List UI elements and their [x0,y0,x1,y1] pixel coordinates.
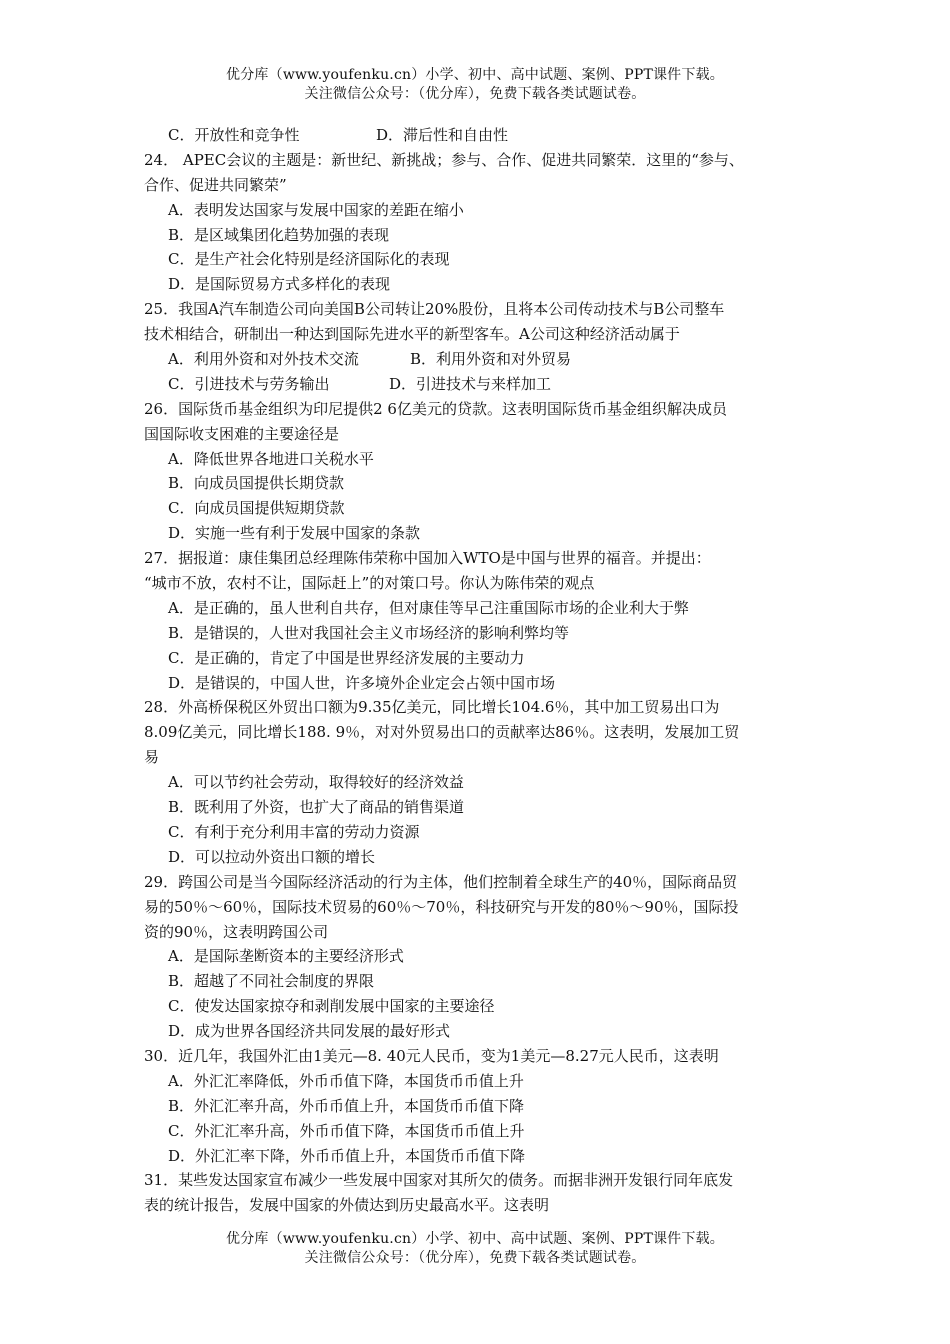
q24-option-a: A．表明发达国家与发展中国家的差距在缩小 [168,200,464,219]
q30-option-a: A．外汇汇率降低，外币币值下降，本国货币币值上升 [168,1071,524,1090]
q24-option-b: B．是区域集团化趋势加强的表现 [168,225,390,244]
q23-option-c: C．开放性和竞争性 [168,126,300,144]
q30-option-b: B．外汇汇率升高，外币币值上升，本国货币币值下降 [168,1096,525,1115]
q29-stem-2: 易的50％～60％，国际技术贸易的60％～70％，科技研究与开发的80％～90％，国际投 [144,897,739,916]
q30-option-d: D．外汇汇率下降，外币币值上升，本国货币币值下降 [168,1146,526,1165]
q25-stem-1: 25．我国A汽车制造公司向美国B公司转让20%股份，且将本公司传动技术与B公司整车 [144,300,725,319]
q28-stem-2: 8.09亿美元，同比增长188. 9％，对对外贸易出口的贡献率达86％。这表明，发展加工贸 [144,723,740,742]
q25-option-a: A．利用外资和对外技术交流 [168,350,359,369]
header-line-2: 关注微信公众号：（优分库），免费下载各类试题试卷。 [304,86,646,102]
page-header [0,66,950,104]
q26-option-d: D．实施一些有利于发展中国家的条款 [168,524,421,543]
q29-stem-3: 资的90％，这表明跨国公司 [144,922,329,941]
q25-option-c: C．引进技术与劳务输出 [168,374,330,393]
q26-option-b: B．向成员国提供长期贷款 [168,474,345,493]
q27-option-c: C．是正确的，肯定了中国是世界经济发展的主要动力 [168,648,525,667]
q26-stem-2: 国国际收支困难的主要途径是 [144,424,340,443]
footer-line-1: 优分库（www.youfenku.cn）小学、初中、高中试题、案例、PPT课件下载。 [226,1231,724,1247]
q30-stem-1: 30．近几年，我国外汇由1美元—8. 40元人民币，变为1美元—8.27元人民币，这表明 [144,1046,719,1065]
header-line-1: 优分库（www.youfenku.cn）小学、初中、高中试题、案例、PPT课件下载。 [226,67,724,83]
q26-option-c: C．向成员国提供短期贷款 [168,499,345,518]
q29-option-c: C．使发达国家掠夺和剥削发展中国家的主要途径 [168,997,495,1016]
q26-option-a: A．降低世界各地进口关税水平 [168,449,374,468]
q30-option-c: C．外汇汇率升高，外币币值下降，本国货币币值上升 [168,1121,525,1140]
q23-options-cd [144,123,816,148]
q28-option-c: C．有利于充分利用丰富的劳动力资源 [168,822,420,841]
q24-stem-1: 24． APEC会议的主题是：新世纪、新挑战；参与、合作、促进共同繁荣．这里的“参与、 [144,150,744,169]
q25-option-d: D．引进技术与来样加工 [389,374,552,393]
q28-option-d: D．可以拉动外资出口额的增长 [168,847,376,866]
q27-stem-2: “城市不放，农村不让，国际赶上”的对策口号。你认为陈伟荣的观点 [144,574,595,593]
q25-option-b: B．利用外资和对外贸易 [410,350,572,369]
q28-stem-1: 28．外高桥保税区外贸出口额为9.35亿美元，同比增长104.6％，其中加工贸易出口为 [144,698,720,717]
q31-stem-2: 表的统计报告，发展中国家的外债达到历史最高水平。这表明 [144,1196,550,1215]
q23-option-d: D．滞后性和自由性 [376,126,509,144]
q24-option-d: D．是国际贸易方式多样化的表现 [168,275,391,294]
q31-stem-1: 31．某些发达国家宣布减少一些发展中国家对其所欠的债务。而据非洲开发银行同年底发 [144,1171,734,1190]
q27-option-b: B．是错误的，人世对我国社会主义市场经济的影响利弊均等 [168,623,570,642]
q28-option-a: A．可以节约社会劳动，取得较好的经济效益 [168,773,464,792]
q27-option-d: D．是错误的，中国人世，许多境外企业定会占领中国市场 [168,673,556,692]
q29-option-d: D．成为世界各国经济共同发展的最好形式 [168,1022,451,1041]
q25-options-ab [144,347,816,372]
q25-stem-2: 技术相结合，研制出一种达到国际先进水平的新型客车。A公司这种经济活动属于 [144,325,680,344]
page-footer [0,1230,950,1268]
q24-stem-2: 合作、促进共同繁荣” [144,175,287,194]
q29-option-a: A．是国际垄断资本的主要经济形式 [168,947,404,966]
question-list [144,123,816,1218]
q29-option-b: B．超越了不同社会制度的界限 [168,972,375,991]
q26-stem-1: 26．国际货币基金组织为印尼提供2 6亿美元的贷款。这表明国际货币基金组织解决成员 [144,399,727,418]
footer-line-2: 关注微信公众号：（优分库），免费下载各类试题试卷。 [304,1250,646,1266]
q25-options-cd [144,372,816,397]
q28-stem-3: 易 [144,748,160,767]
q24-option-c: C．是生产社会化特别是经济国际化的表现 [168,250,450,269]
q27-option-a: A．是正确的，虽人世利自共存，但对康佳等早己注重国际市场的企业利大于弊 [168,598,689,617]
q27-stem-1: 27．据报道：康佳集团总经理陈伟荣称中国加入WTO是中国与世界的福音。并提出： [144,549,711,568]
q28-option-b: B．既利用了外资，也扩大了商品的销售渠道 [168,798,465,817]
q29-stem-1: 29．跨国公司是当今国际经济活动的行为主体，他们控制着全球生产的40％，国际商品贸 [144,872,738,891]
